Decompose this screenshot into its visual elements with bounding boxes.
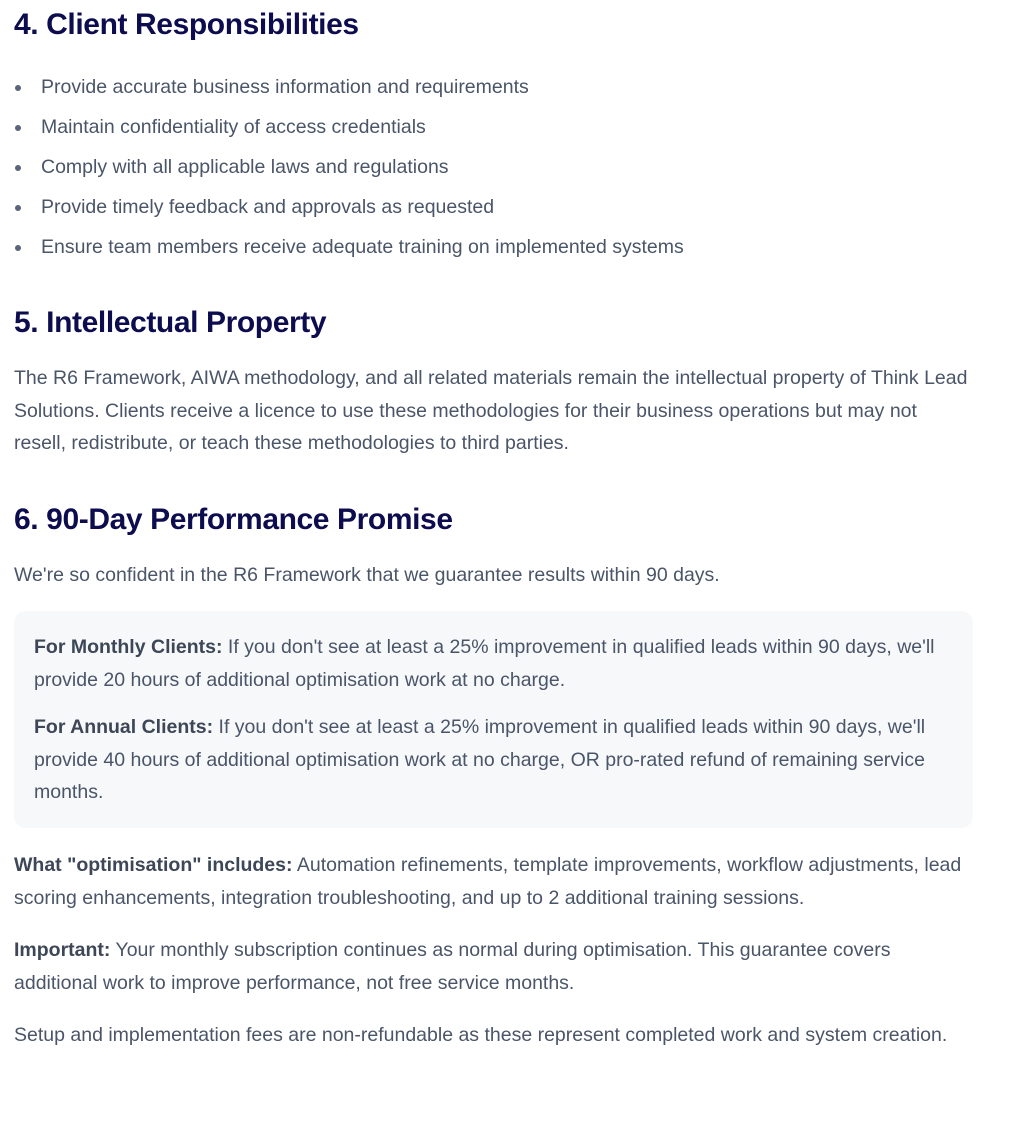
list-item: Provide accurate business information and requirements — [14, 67, 974, 107]
performance-promise-intro: We're so confident in the R6 Framework that we guarantee results within 90 days. — [14, 564, 720, 586]
guarantee-callout-box — [14, 611, 973, 828]
important-paragraph — [14, 934, 974, 999]
fees-paragraph: Setup and implementation fees are non-refundable as these represent completed work and system creation. — [14, 1024, 948, 1046]
annual-clients-text: If you don't see at least a 25% improvement in qualified leads within 90 days, we'll provide 40 hours of additional optimisation work at no charge, OR pro-rated refund of remaining service months. — [34, 716, 926, 803]
monthly-clients-guarantee — [34, 631, 953, 696]
section-heading-client-responsibilities: 4. Client Responsibilities — [14, 8, 359, 41]
optimisation-text: Automation refinements, template improvements, workflow adjustments, lead scoring enhancements, integration troubleshooting, and up to 2 additional training sessions. — [14, 854, 962, 909]
important-text: Your monthly subscription continues as normal during optimisation. This guarantee covers additional work to improve performance, not free service months. — [14, 939, 891, 994]
monthly-clients-label: For Monthly Clients: — [34, 636, 223, 658]
list-item: Comply with all applicable laws and regulations — [14, 147, 974, 187]
intellectual-property-paragraph: The R6 Framework, AIWA methodology, and all related materials remain the intellectual property of Think Lead Solutions. Clients receive a licence to use these methodologies for their business operations but may not resell, redistribute, or teach these methodologies to third parties. — [14, 367, 968, 454]
list-item: Provide timely feedback and approvals as requested — [14, 187, 974, 227]
section-heading-intellectual-property: 5. Intellectual Property — [14, 306, 327, 339]
section-heading-performance-promise: 6. 90-Day Performance Promise — [14, 503, 453, 536]
optimisation-label: What "optimisation" includes: — [14, 854, 293, 876]
list-item: Maintain confidentiality of access credentials — [14, 107, 974, 147]
important-label: Important: — [14, 939, 111, 961]
annual-clients-guarantee — [34, 711, 953, 809]
monthly-clients-text: If you don't see at least a 25% improvement in qualified leads within 90 days, we'll provide 20 hours of additional optimisation work at no charge. — [34, 636, 935, 691]
annual-clients-label: For Annual Clients: — [34, 716, 214, 738]
list-item: Ensure team members receive adequate training on implemented systems — [14, 227, 974, 267]
optimisation-includes-paragraph — [14, 849, 974, 914]
client-responsibilities-list — [14, 67, 974, 267]
